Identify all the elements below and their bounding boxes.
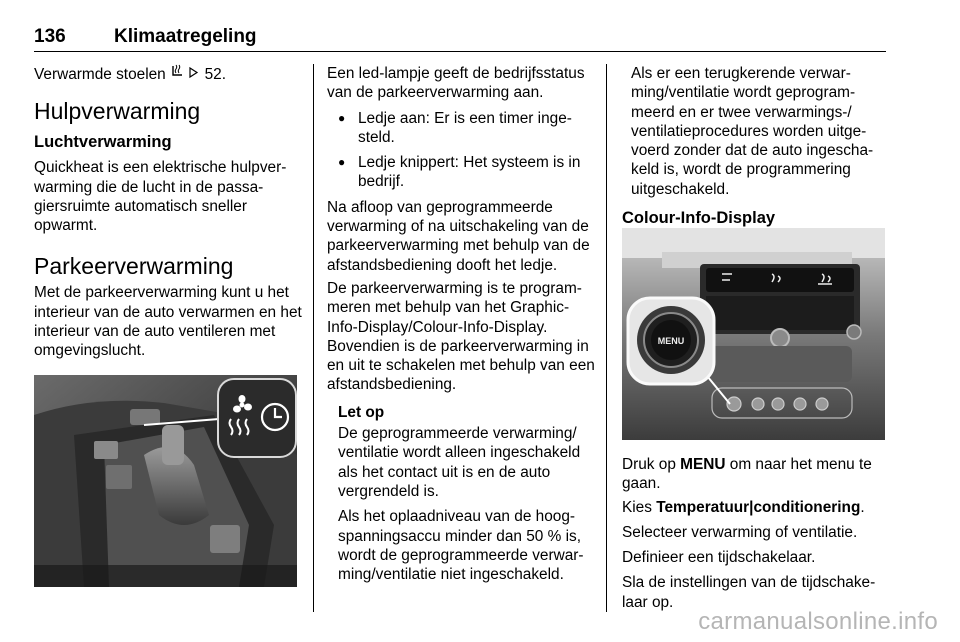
led-status-list bbox=[327, 109, 595, 192]
heading-luchtverwarming: Luchtverwarming bbox=[34, 133, 172, 152]
note-box bbox=[338, 403, 595, 585]
paragraph-kies: Kies Temperatuur|conditionering. bbox=[622, 498, 865, 516]
paragraph-druk: Druk op MENU om naar het menu te gaan. bbox=[622, 456, 872, 493]
svg-text:MENU: MENU bbox=[657, 336, 685, 346]
note-title: Let op bbox=[338, 403, 385, 421]
seat-heat-icon bbox=[170, 66, 188, 83]
paragraph-quickheat: Quickheat is een elektrische hulpverwarming die de lucht in de passagiersruimte automatisch sneller opwarmt. bbox=[34, 159, 287, 235]
menu-key-label: MENU bbox=[680, 456, 726, 473]
column-divider-2 bbox=[606, 64, 607, 612]
paragraph-define: Definieer een tijdschakelaar. bbox=[622, 549, 816, 567]
parking-heater-button-callout bbox=[218, 379, 296, 457]
paragraph-led: Een led-lampje geeft de bedrijfsstatus van de parkeerverwarming aan. bbox=[327, 65, 585, 102]
menu-path-label: Temperatuur|conditionering bbox=[656, 498, 861, 516]
column-right bbox=[622, 64, 888, 238]
paragraph-select: Selecteer verwarming of ventilatie. bbox=[622, 523, 858, 541]
page-header bbox=[34, 22, 886, 52]
heading-colour-info-display: Colour-Info-Display bbox=[622, 209, 776, 228]
column-divider-1 bbox=[313, 64, 314, 612]
heading-hulpverwarming: Hulpverwarming bbox=[34, 98, 201, 125]
column-left bbox=[34, 64, 302, 365]
column-middle bbox=[327, 64, 595, 588]
list-item: ● Ledje knippert: Het systeem is in bedrijf. bbox=[327, 153, 595, 192]
seat-heating-reference: Verwarmde stoelen 52. bbox=[34, 66, 226, 83]
arrow-ref-icon bbox=[188, 66, 204, 83]
reference-page: 52. bbox=[204, 66, 226, 83]
paragraph-programmeren: De parkeerverwarming is te programmeren met behulp van het Graphic-Info-Display/Colour-Info-Display. Bovendien is de parkeerverwarming in en uit te schakelen met behulp van een afstandsbediening. bbox=[327, 279, 595, 394]
console-photo bbox=[34, 375, 297, 587]
chapter-title: Klimaatregeling bbox=[114, 26, 257, 47]
note-paragraph-2: Als het oplaadniveau van de hoogspanningsaccu minder dan 50 % is, wordt de geprogrammeerde verwarming/ventilatie niet ingeschakeld. bbox=[338, 508, 584, 584]
watermark: carmanualsonline.info bbox=[698, 608, 938, 635]
paragraph-afloop: Na afloop van geprogrammeerde verwarming of na uitschakeling van de parkeerverwarming met behulp van de afstandsbediening dooft het ledje. bbox=[327, 198, 590, 274]
menu-knob-icon bbox=[651, 320, 691, 360]
note-paragraph-1: De geprogrammeerde verwarming/ ventilatie wordt alleen ingeschakeld als het contact uit is en de auto vergrendeld is. bbox=[338, 425, 581, 500]
dashboard-photo bbox=[622, 228, 885, 440]
column-right-lower bbox=[622, 455, 888, 616]
heading-parkeerverwarming: Parkeerverwarming bbox=[34, 253, 234, 280]
list-item: ● Ledje aan: Er is een timer ingesteld. bbox=[327, 109, 595, 148]
paragraph-recurring: Als er een terugkerende verwarming/ventilatie wordt geprogrammeerd en er twee verwarmings-/ ventilatieprocedures worden uitgevoerd zonder dat de auto ingeschakeld is, wordt de programmering uitgeschakeld. bbox=[631, 65, 874, 198]
page-number: 136 bbox=[34, 26, 66, 47]
paragraph-save: Sla de instellingen van de tijdschakelaar op. bbox=[622, 574, 876, 611]
paragraph-parkeerverwarming: Met de parkeerverwarming kunt u het interieur van de auto verwarmen en het interieur van de auto ventileren met omgevingslucht. bbox=[34, 284, 302, 360]
